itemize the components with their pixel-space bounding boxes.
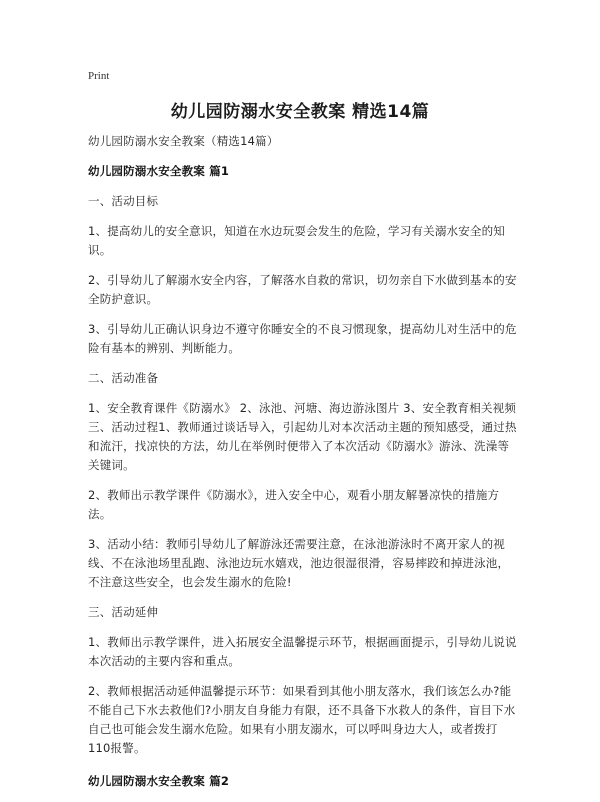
document-title: 幼儿园防溺水安全教案 精选14篇 [170, 102, 430, 122]
paragraph: 1、安全教育课件《防溺水》 2、泳池、河塘、海边游泳图片 3、安全教育相关视频三、活动过程1、教师通过谈话导入，引起幼儿对本次活动主题的预知感受，通过热和流汗，找凉快的方法，幼儿在举例时便带入了本次活动《防溺水》游泳、洗澡等关键词。 [88, 401, 517, 472]
paragraph: 3、引导幼儿正确认识身边不遵守你睡安全的不良习惯现象，提高幼儿对生活中的危险有基本的辨别、判断能力。 [88, 322, 517, 355]
paragraph: 2、引导幼儿了解溺水安全内容，了解落水自救的常识，切勿亲自下水做到基本的安全防护意识。 [88, 273, 517, 306]
section-heading: 幼儿园防溺水安全教案 篇1 [88, 164, 230, 178]
print-label[interactable]: Print [88, 70, 110, 82]
paragraph: 2、教师出示教学课件《防溺水》，进入安全中心，观看小朋友解暑凉快的措施方法。 [88, 488, 500, 521]
activity-goal-heading: 一、活动目标 [88, 194, 159, 208]
paragraph: 1、教师出示教学课件，进入拓展安全温馨提示环节，根据画面提示，引导幼儿说说本次活动的主要内容和重点。 [88, 635, 517, 668]
document-subtitle: 幼儿园防溺水安全教案（精选14篇） [88, 134, 279, 148]
activity-extension-heading: 三、活动延伸 [88, 605, 159, 619]
paragraph: 2、教师根据活动延伸温馨提示环节：如果看到其他小朋友落水，我们该怎么办?能不能自己下水去救他们?小朋友自身能力有限，还不具备下水救人的条件，盲目下水自己也可能会发生溺水危险。如果有小朋友溺水，可以呼叫身边大人，或者拨打110报警。 [88, 684, 516, 755]
paragraph: 1、提高幼儿的安全意识，知道在水边玩耍会发生的危险，学习有关溺水安全的知识。 [88, 224, 506, 257]
activity-prep-heading: 二、活动准备 [88, 371, 159, 385]
document-body [88, 132, 518, 802]
paragraph: 3、活动小结：教师引导幼儿了解游泳还需要注意，在泳池游泳时不离开家人的视线、不在泳池场里乱跑、泳池边玩水嬉戏，池边很湿很滑，容易摔跤和掉进泳池，不注意这些安全，也会发生溺水的危险! [88, 537, 510, 589]
section-heading: 幼儿园防溺水安全教案 篇2 [88, 774, 230, 788]
